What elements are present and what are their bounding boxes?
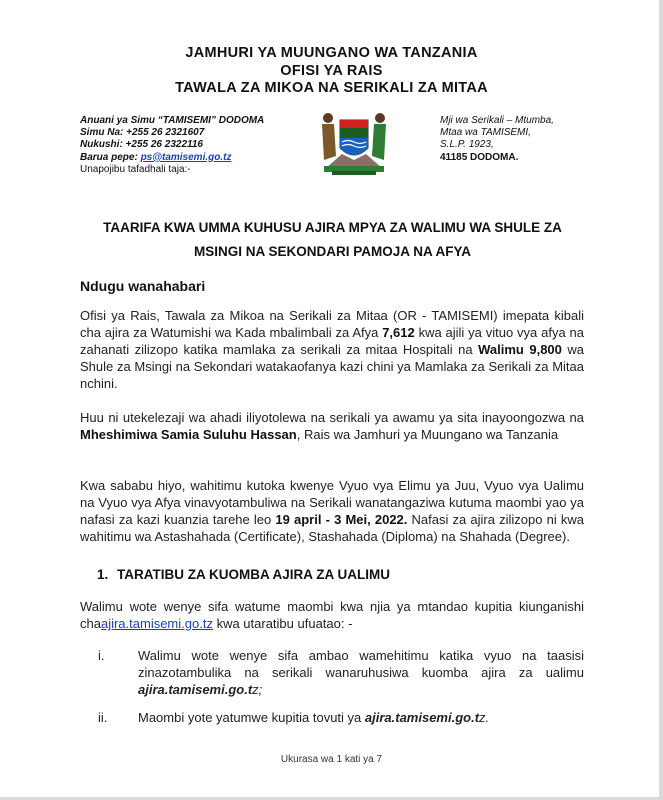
- list-item: Maombi yote yatumwe kupitia tovuti ya ajira.tamisemi.go.tz.: [138, 710, 490, 725]
- document-title-line-2: MSINGI NA SEKONDARI PAMOJA NA AFYA: [193, 244, 472, 259]
- email-line: [80, 152, 264, 164]
- paragraph-4: Walimu wote wenye sifa watume maombi kwa njia ya mtandao kupitia kiunganishi chaajira.tamisemi.go.tz kwa utaratibu ufuatao: -: [80, 599, 584, 631]
- header-line-2: OFISI YA RAIS: [280, 63, 383, 79]
- header-line-3: TAWALA ZA MIKOA NA SERIKALI ZA MITAA: [175, 80, 488, 96]
- list-item-number: ii.: [98, 710, 108, 725]
- paragraph-2: Huu ni utekelezaji wa ahadi iliyotolewa na serikali ya awamu ya sita inayoongozwa na Mheshimiwa Samia Suluhu Hassan, Rais wa Jamhuri ya Muungano wa Tanzania: [80, 410, 584, 442]
- list-item-number: i.: [98, 648, 105, 663]
- section-heading-1: [97, 567, 390, 582]
- contact-right: [440, 115, 554, 164]
- email-link[interactable]: ps@tamisemi.go.tz: [140, 151, 232, 163]
- address-line-3: S.L.P. 1923,: [440, 139, 494, 151]
- list-item: Walimu wote wenye sifa ambao wamehitimu katika vyuo na taasisi zinazotambulika na serikali wanaruhusiwa kuomba ajira za ualimu ajira.tamisemi.go.tz;: [138, 648, 584, 697]
- section-title: TARATIBU ZA KUOMBA AJIRA ZA UALIMU: [117, 567, 390, 582]
- teacher-count: Walimu 9,800: [478, 342, 562, 357]
- salutation: Ndugu wanahabari: [80, 278, 206, 294]
- application-dates: 19 april - 3 Mei, 2022.: [275, 512, 408, 527]
- address-line-1: Mji wa Serikali – Mtumba,: [440, 115, 554, 126]
- paragraph-1: Ofisi ya Rais, Tawala za Mikoa na Serikali za Mitaa (OR - TAMISEMI) imepata kibali cha ajira za Watumishi wa Kada mbalimbali za Afya 7,612 kwa ajili ya vituo vya afya na zahanati zilizopo katika mamlaka za serikali za mitaa Hospitali na Walimu 9,800 wa Shule za Msingi na Sekondari watakaofanya kazi chini ya Mamlaka za Serikali za Mitaa nchini.: [80, 308, 584, 391]
- paragraph-3: Kwa sababu hiyo, wahitimu kutoka kwenye Vyuo vya Elimu ya Juu, Vyuo vya Ualimu na Vyuo vya Afya vinavyotambuliwa na Serikali wanatangaziwa kutuma maombi yao ya nafasi za kazi kuanzia tarehe leo 19 april - 3 Mei, 2022. Nafasi za ajira zilizopo ni kwa wahitimu wa Astashahada (Certificate), Stashahada (Diploma) na Shahada (Degree).: [80, 478, 584, 544]
- header-line-1: JAMHURI YA MUUNGANO WA TANZANIA: [185, 45, 478, 61]
- page-footer: Ukurasa wa 1 kati ya 7: [280, 754, 383, 765]
- coat-of-arms-icon: [318, 108, 390, 176]
- health-count: 7,612: [382, 325, 415, 340]
- portal-link[interactable]: ajira.tamisemi.go.tz: [100, 616, 213, 631]
- fax-number: Nukushi: +255 26 2322116: [80, 139, 203, 151]
- contact-left: [80, 115, 264, 176]
- address-line-4: 41185 DODOMA.: [440, 151, 519, 163]
- section-number: 1.: [97, 567, 109, 582]
- email-label: Barua pepe:: [80, 151, 141, 163]
- reply-note: Unapojibu tafadhali taja:-: [80, 163, 191, 175]
- phone-number: Simu Na: +255 26 2321607: [80, 127, 205, 139]
- address-line-2: Mtaa wa TAMISEMI,: [440, 127, 531, 139]
- document-title-line-1: TAARIFA KWA UMMA KUHUSU AJIRA MPYA ZA WALIMU WA SHULE ZA: [103, 220, 562, 235]
- president-name: Mheshimiwa Samia Suluhu Hassan: [80, 427, 297, 442]
- telegram-address: Anuani ya Simu “TAMISEMI” DODOMA: [80, 115, 265, 126]
- page-edge-right: [659, 0, 663, 800]
